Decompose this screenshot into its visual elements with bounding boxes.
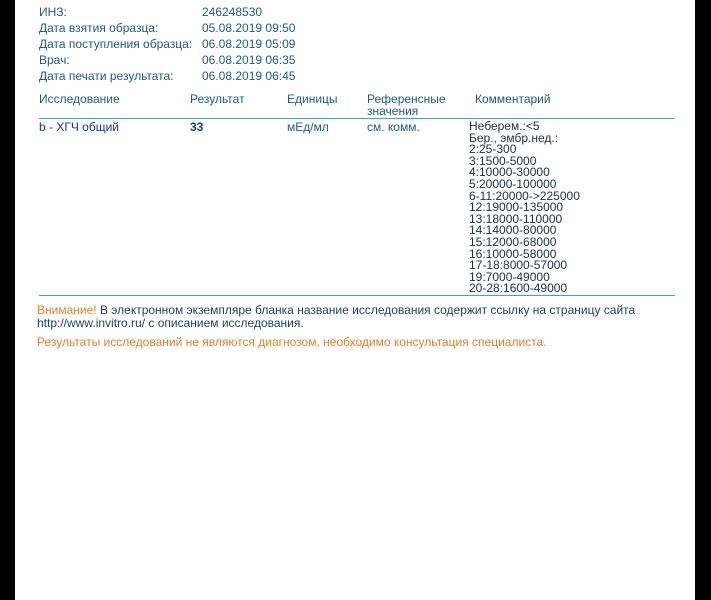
info-value: 06.08.2019 05:09 xyxy=(202,37,296,51)
test-name[interactable]: b - ХГЧ общий xyxy=(39,120,119,134)
header-result: Результат xyxy=(190,92,245,106)
comment-line: 12:19000-135000 xyxy=(469,200,564,215)
invitro-link[interactable]: http://www.invitro.ru/ xyxy=(37,316,146,330)
test-name-link[interactable] xyxy=(39,121,119,133)
header-comment: Комментарий xyxy=(475,92,551,106)
comment-line: 15:12000-68000 xyxy=(469,234,557,249)
header-test: Исследование xyxy=(39,92,120,106)
notice-warning: Внимание! xyxy=(37,303,97,317)
result-value xyxy=(190,121,203,133)
comment-line: 4:10000-30000 xyxy=(469,165,550,180)
info-label: Дата печати результата: xyxy=(39,69,174,83)
comment-ranges xyxy=(469,121,580,295)
table-bottom-divider xyxy=(39,295,675,296)
info-label: Дата взятия образца: xyxy=(39,21,159,35)
comment-line: 17-18:8000-57000 xyxy=(469,258,568,273)
info-value: 246248530 xyxy=(202,5,263,19)
comment-line: 20-28:1600-49000 xyxy=(469,281,568,296)
notice-text-after: с описанием исследования. xyxy=(145,316,304,330)
notice-block xyxy=(37,304,677,330)
comment-line: Бер., эмбр.нед.: xyxy=(469,130,559,145)
table-header-divider xyxy=(39,118,675,119)
document-page xyxy=(15,0,695,600)
comment-line: 16:10000-58000 xyxy=(469,246,557,261)
header-units: Единицы xyxy=(287,92,338,106)
comment-line: 3:1500-5000 xyxy=(469,153,537,168)
info-value: 06.08.2019 06:35 xyxy=(202,53,296,67)
comment-line: 13:18000-110000 xyxy=(469,211,563,226)
comment-line: 2:25-300 xyxy=(469,142,517,157)
comment-line: 14:14000-80000 xyxy=(469,223,557,238)
comment-line: 19:7000-49000 xyxy=(469,269,550,284)
notice-text: В электронном экземпляре бланка название исследования содержит ссылку на страницу сайта xyxy=(96,303,636,317)
info-label: Дата поступления образца: xyxy=(39,37,193,51)
disclaimer: Результаты исследований не являются диагнозом, необходимо консультация специалиста. xyxy=(37,335,547,349)
reference-value: см. комм. xyxy=(367,120,420,134)
comment-line: 6-11:20000->225000 xyxy=(469,188,580,203)
units-value: мЕд/мл xyxy=(287,120,329,134)
header-reference-line2: значения xyxy=(367,104,419,118)
result-number: 33 xyxy=(190,120,204,134)
comment-line: Неберем.:<5 xyxy=(469,119,540,133)
comment-line: 5:20000-100000 xyxy=(469,176,557,191)
info-label: ИНЗ: xyxy=(39,5,67,19)
header-reference-line1: Референсные xyxy=(367,92,446,106)
info-label: Врач: xyxy=(39,53,70,67)
header-reference xyxy=(367,93,446,117)
info-value: 06.08.2019 06:45 xyxy=(202,69,296,83)
info-value: 05.08.2019 09:50 xyxy=(202,21,296,35)
